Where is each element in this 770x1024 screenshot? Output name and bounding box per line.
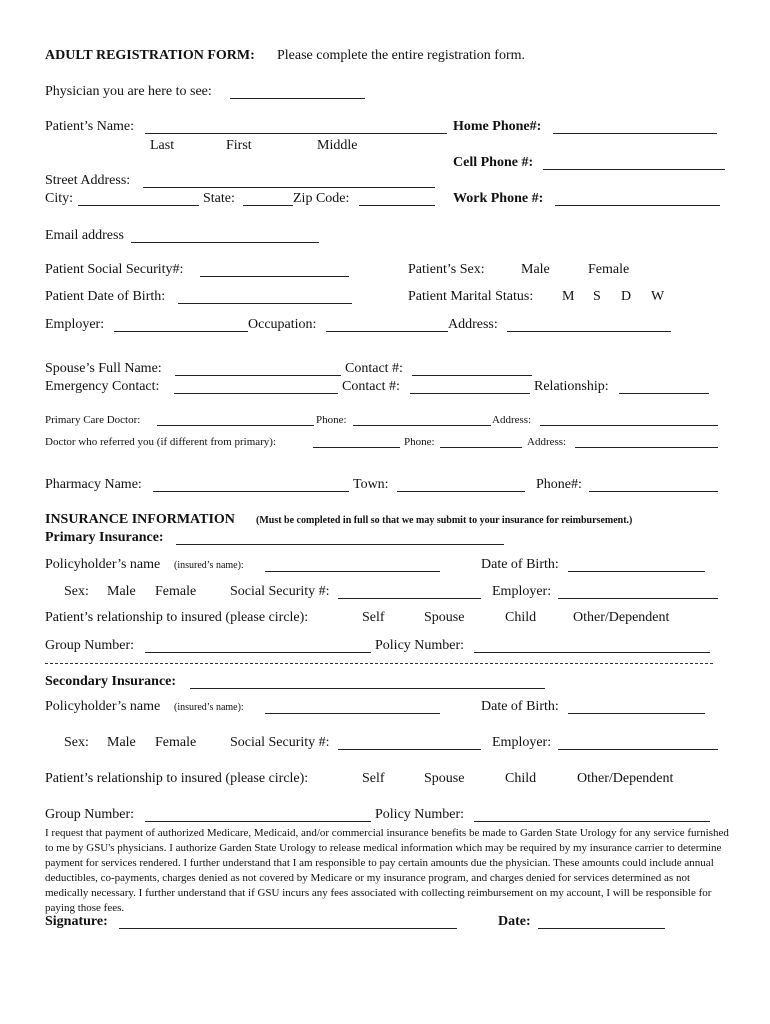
primary-group-field[interactable] bbox=[145, 652, 371, 653]
primary-dob-field[interactable] bbox=[568, 571, 705, 572]
primary-child-option[interactable]: Child bbox=[505, 610, 537, 625]
signature-field[interactable] bbox=[119, 928, 457, 929]
primary-sex-label: Sex: bbox=[64, 584, 89, 599]
primary-insured-label: (insured’s name): bbox=[174, 560, 244, 571]
middle-label: Middle bbox=[317, 138, 358, 153]
street-field[interactable] bbox=[143, 187, 435, 188]
secondary-policy-field[interactable] bbox=[474, 821, 710, 822]
secondary-child-option[interactable]: Child bbox=[505, 771, 537, 786]
zip-field[interactable] bbox=[359, 205, 435, 206]
pharmacy-label: Pharmacy Name: bbox=[45, 477, 142, 492]
dob-field[interactable] bbox=[178, 303, 352, 304]
primary-other-option[interactable]: Other/Dependent bbox=[573, 610, 670, 625]
sex-male-option[interactable]: Male bbox=[521, 262, 550, 277]
pharmacy-field[interactable] bbox=[153, 491, 349, 492]
insurance-note: (Must be completed in full so that we may submit to your insurance for reimbursement.) bbox=[256, 515, 633, 526]
address-label: Address: bbox=[448, 317, 498, 332]
email-label: Email address bbox=[45, 228, 124, 243]
address-field[interactable] bbox=[507, 331, 671, 332]
employer-label: Employer: bbox=[45, 317, 105, 332]
patient-name-label: Patient’s Name: bbox=[45, 119, 135, 134]
primary-self-option[interactable]: Self bbox=[362, 610, 385, 625]
referred-address-field[interactable] bbox=[575, 447, 718, 448]
secondary-self-option[interactable]: Self bbox=[362, 771, 385, 786]
referred-address-label: Address: bbox=[527, 436, 567, 448]
secondary-holder-field[interactable] bbox=[265, 713, 440, 714]
referred-label: Doctor who referred you (if different from primary): bbox=[45, 436, 277, 448]
state-label: State: bbox=[203, 191, 235, 206]
secondary-dob-field[interactable] bbox=[568, 713, 705, 714]
secondary-group-label: Group Number: bbox=[45, 807, 135, 822]
secondary-employer-label: Employer: bbox=[492, 735, 552, 750]
relationship-label: Relationship: bbox=[534, 379, 609, 394]
emergency-label: Emergency Contact: bbox=[45, 379, 160, 394]
primary-relationship-label: Patient’s relationship to insured (please circle): bbox=[45, 610, 309, 625]
pcp-address-label: Address: bbox=[492, 414, 532, 426]
work-phone-field[interactable] bbox=[555, 205, 720, 206]
spouse-name-field[interactable] bbox=[175, 375, 341, 376]
secondary-holder-label: Policyholder’s name bbox=[45, 699, 161, 714]
home-phone-field[interactable] bbox=[553, 133, 717, 134]
spouse-name-label: Spouse’s Full Name: bbox=[45, 361, 162, 376]
secondary-ssn-field[interactable] bbox=[338, 749, 481, 750]
emergency-field[interactable] bbox=[174, 393, 338, 394]
insurance-heading: INSURANCE INFORMATION bbox=[45, 512, 235, 527]
relationship-field[interactable] bbox=[619, 393, 709, 394]
referred-phone-field[interactable] bbox=[440, 447, 522, 448]
primary-holder-field[interactable] bbox=[265, 571, 440, 572]
pharmacy-phone-field[interactable] bbox=[589, 491, 718, 492]
secondary-insured-label: (insured’s name): bbox=[174, 702, 244, 713]
marital-label: Patient Marital Status: bbox=[408, 289, 534, 304]
secondary-employer-field[interactable] bbox=[558, 749, 718, 750]
primary-policy-field[interactable] bbox=[474, 652, 710, 653]
cell-phone-label: Cell Phone #: bbox=[453, 155, 534, 170]
primary-policy-label: Policy Number: bbox=[375, 638, 465, 653]
home-phone-label: Home Phone#: bbox=[453, 119, 542, 134]
primary-insurance-label: Primary Insurance: bbox=[45, 530, 164, 545]
emergency-contact-label: Contact #: bbox=[342, 379, 400, 394]
city-field[interactable] bbox=[78, 205, 199, 206]
form-title: ADULT REGISTRATION FORM: bbox=[45, 48, 255, 63]
section-divider bbox=[45, 663, 713, 664]
primary-dob-label: Date of Birth: bbox=[481, 557, 559, 572]
pcp-address-field[interactable] bbox=[540, 425, 718, 426]
secondary-dob-label: Date of Birth: bbox=[481, 699, 559, 714]
zip-label: Zip Code: bbox=[293, 191, 350, 206]
patient-name-field[interactable] bbox=[145, 133, 447, 134]
primary-holder-label: Policyholder’s name bbox=[45, 557, 161, 572]
form-subtitle: Please complete the entire registration form. bbox=[277, 48, 526, 63]
secondary-insurance-field[interactable] bbox=[190, 688, 545, 689]
primary-spouse-option[interactable]: Spouse bbox=[424, 610, 465, 625]
secondary-policy-label: Policy Number: bbox=[375, 807, 465, 822]
secondary-other-option[interactable]: Other/Dependent bbox=[577, 771, 674, 786]
state-field[interactable] bbox=[243, 205, 293, 206]
sex-female-option[interactable]: Female bbox=[588, 262, 630, 277]
cell-phone-field[interactable] bbox=[543, 169, 725, 170]
primary-male-option[interactable]: Male bbox=[107, 584, 136, 599]
ssn-field[interactable] bbox=[200, 276, 349, 277]
last-label: Last bbox=[150, 138, 175, 153]
work-phone-label: Work Phone #: bbox=[453, 191, 544, 206]
dob-label: Patient Date of Birth: bbox=[45, 289, 166, 304]
referred-phone-label: Phone: bbox=[404, 436, 435, 448]
physician-field[interactable] bbox=[230, 98, 365, 99]
secondary-spouse-option[interactable]: Spouse bbox=[424, 771, 465, 786]
occupation-field[interactable] bbox=[326, 331, 448, 332]
street-label: Street Address: bbox=[45, 173, 131, 188]
authorization-text: I request that payment of authorized Medicare, Medicaid, and/or commercial insurance benefits be made to Garden State Urology for any service furnished to me by GSU's physicians. I authorize Garden State Urology to release medical information which may be required by my insurance carrier to determine payment for services rendered. I further understand that I am responsible to pay certain amounts due the physician. These amounts could include annual deductibles, co-payments, charges denied as not covered by Medicare or my insurance program, and charges denied for services determined as not medically necessary. I further understand that if GSU incurs any fees associated with collecting reimbursement on my account, I will be responsible for paying those fees. bbox=[45, 827, 729, 914]
marital-s-option[interactable]: S bbox=[593, 289, 601, 304]
sex-label: Patient’s Sex: bbox=[408, 262, 485, 277]
date-field[interactable] bbox=[538, 928, 665, 929]
pcp-phone-label: Phone: bbox=[316, 414, 347, 426]
primary-employer-label: Employer: bbox=[492, 584, 552, 599]
date-label: Date: bbox=[498, 914, 531, 929]
email-field[interactable] bbox=[131, 242, 319, 243]
first-label: First bbox=[226, 138, 252, 153]
secondary-sex-label: Sex: bbox=[64, 735, 89, 750]
secondary-insurance-label: Secondary Insurance: bbox=[45, 674, 177, 689]
pharmacy-phone-label: Phone#: bbox=[536, 477, 582, 492]
secondary-ssn-label: Social Security #: bbox=[230, 735, 330, 750]
primary-ssn-label: Social Security #: bbox=[230, 584, 330, 599]
secondary-group-field[interactable] bbox=[145, 821, 371, 822]
physician-label: Physician you are here to see: bbox=[45, 84, 212, 99]
ssn-label: Patient Social Security#: bbox=[45, 262, 184, 277]
primary-female-option[interactable]: Female bbox=[155, 584, 197, 599]
town-label: Town: bbox=[353, 477, 389, 492]
secondary-male-option[interactable]: Male bbox=[107, 735, 136, 750]
employer-field[interactable] bbox=[114, 331, 248, 332]
signature-label: Signature: bbox=[45, 914, 108, 929]
emergency-contact-field[interactable] bbox=[410, 393, 530, 394]
marital-w-option[interactable]: W bbox=[651, 289, 665, 304]
marital-m-option[interactable]: M bbox=[562, 289, 575, 304]
pcp-field[interactable] bbox=[157, 425, 314, 426]
secondary-relationship-label: Patient’s relationship to insured (please circle): bbox=[45, 771, 309, 786]
primary-insurance-field[interactable] bbox=[176, 544, 504, 545]
pcp-phone-field[interactable] bbox=[353, 425, 491, 426]
secondary-female-option[interactable]: Female bbox=[155, 735, 197, 750]
referred-field[interactable] bbox=[313, 447, 400, 448]
pcp-label: Primary Care Doctor: bbox=[45, 414, 141, 426]
occupation-label: Occupation: bbox=[248, 317, 317, 332]
primary-ssn-field[interactable] bbox=[338, 598, 481, 599]
spouse-contact-label: Contact #: bbox=[345, 361, 403, 376]
city-label: City: bbox=[45, 191, 74, 206]
spouse-contact-field[interactable] bbox=[412, 375, 532, 376]
primary-employer-field[interactable] bbox=[558, 598, 718, 599]
primary-group-label: Group Number: bbox=[45, 638, 135, 653]
marital-d-option[interactable]: D bbox=[621, 289, 632, 304]
town-field[interactable] bbox=[397, 491, 525, 492]
